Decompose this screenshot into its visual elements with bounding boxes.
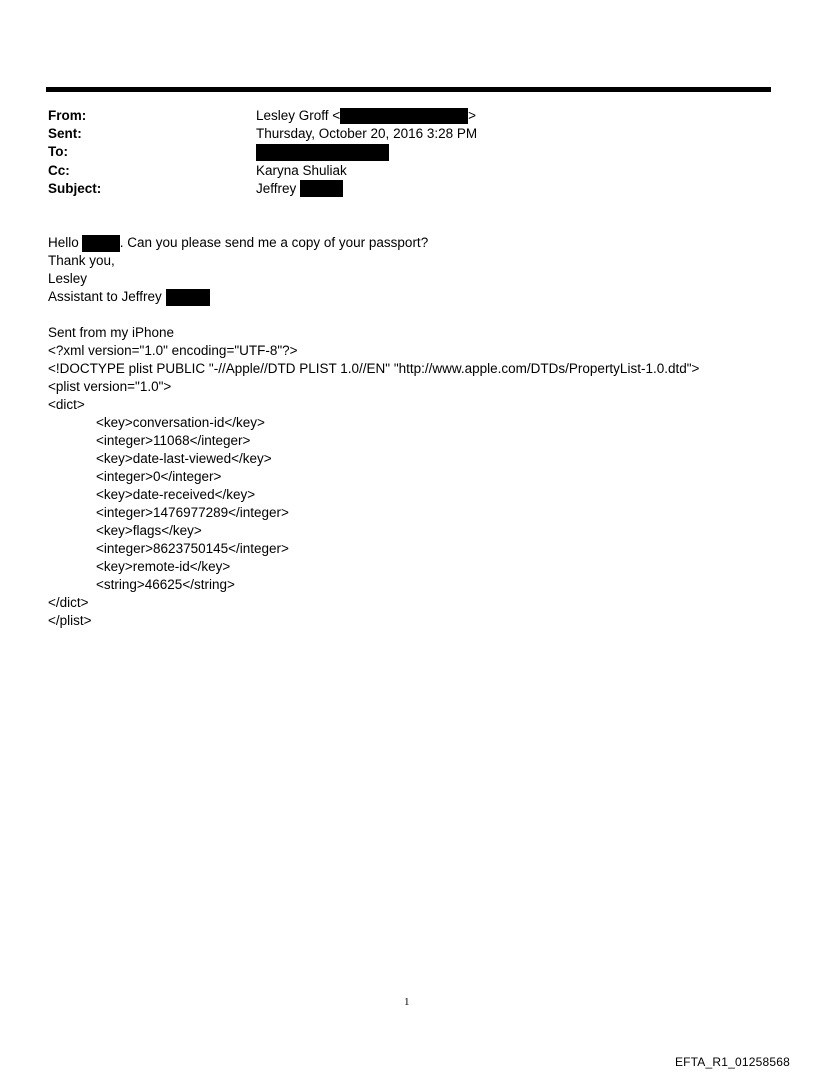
subject-text: Jeffrey [256,180,297,196]
signature-line [48,288,699,306]
from-close: > [468,108,477,123]
greeting-text: Hello [48,235,79,250]
subject-row [48,180,477,198]
redaction-box [256,144,389,161]
sender-name-line: Lesley [48,271,88,286]
plist-close: </plist> [48,613,92,628]
dict-close: </dict> [48,595,89,610]
thanks-line: Thank you, [48,253,115,268]
plist-line: <key>conversation-id</key> [96,415,265,430]
plist-line: <string>46625</string> [96,577,235,592]
redaction-box [340,108,468,124]
subject-value [256,180,343,198]
redaction-box [300,180,343,197]
blank-line [48,306,699,324]
sent-row [48,125,477,143]
plist-line: <integer>1476977289</integer> [96,505,289,520]
signature-text: Assistant to Jeffrey [48,289,162,304]
plist-line: <key>date-received</key> [96,487,256,502]
sent-value: Thursday, October 20, 2016 3:28 PM [256,126,478,142]
sent-from-line: Sent from my iPhone [48,325,175,340]
plist-open: <plist version="1.0"> [48,379,172,394]
plist-line: <integer>0</integer> [96,469,222,484]
greeting-request: . Can you please send me a copy of your passport? [119,235,429,250]
from-label: From: [48,108,87,123]
greeting-line [48,234,699,252]
page-number: 1 [404,996,410,1008]
to-label: To: [48,144,68,160]
plist-line: <key>remote-id</key> [96,559,231,574]
email-header [48,107,477,198]
sent-label: Sent: [48,126,82,142]
cc-label: Cc: [48,162,70,178]
from-row [48,107,477,125]
plist-line: <key>date-last-viewed</key> [96,451,272,466]
header-rule [46,87,771,92]
from-value [256,107,476,125]
bates-number: EFTA_R1_01258568 [674,1055,790,1069]
subject-label: Subject: [48,180,102,196]
plist-line: <integer>8623750145</integer> [96,541,289,556]
xml-declaration: <?xml version="1.0" encoding="UTF-8"?> [48,343,298,358]
plist-line: <key>flags</key> [96,523,202,538]
cc-row [48,162,477,180]
email-body [48,234,699,630]
redaction-box [166,289,210,306]
to-row [48,143,477,161]
plist-line: <integer>11068</integer> [96,433,251,448]
dict-open: <dict> [48,397,85,412]
cc-value: Karyna Shuliak [256,162,347,178]
doctype-line: <!DOCTYPE plist PUBLIC "-//Apple//DTD PLIST 1.0//EN" "http://www.apple.com/DTDs/PropertyList-1.0.dtd"> [48,361,700,376]
from-name: Lesley Groff < [256,108,341,123]
redaction-box [82,235,120,252]
to-value [256,144,389,161]
